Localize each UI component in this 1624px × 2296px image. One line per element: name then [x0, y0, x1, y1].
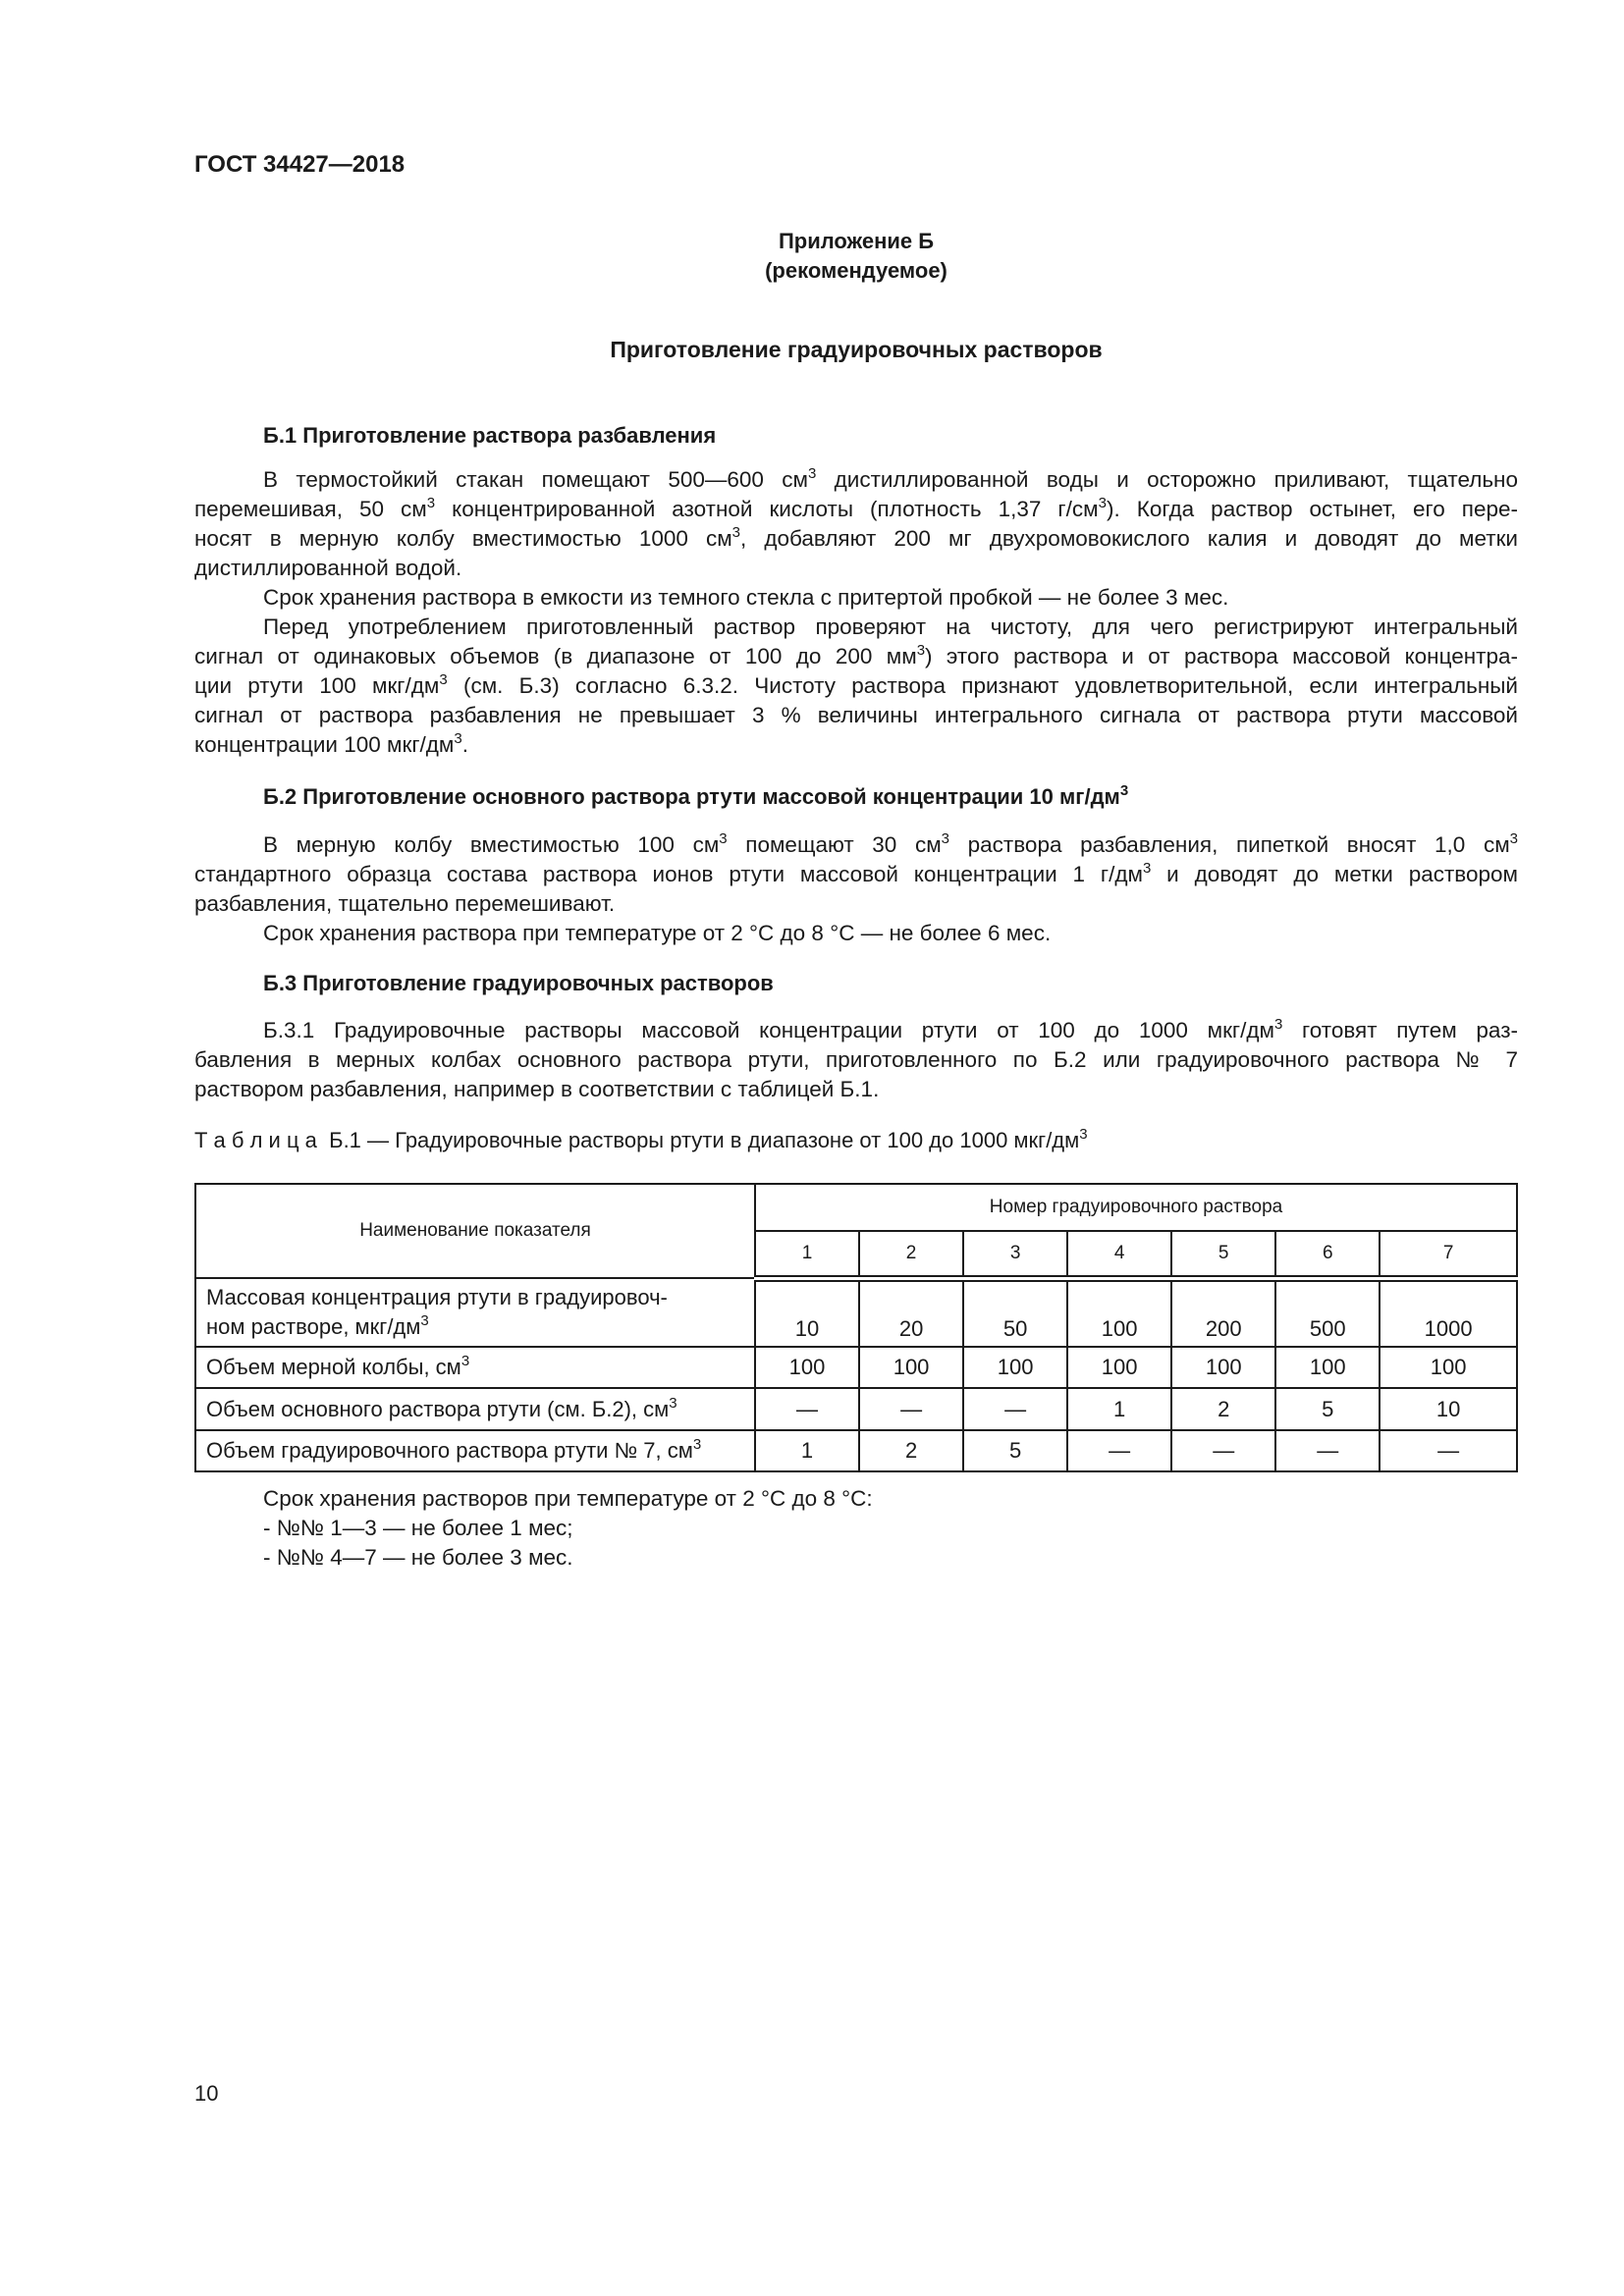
superscript: 3 [1119, 782, 1129, 799]
value-cell: 1 [755, 1430, 859, 1471]
row-name-cell: Массовая концентрация ртути в градуировоч- ном растворе, мкг/$дм^3$ [195, 1278, 755, 1347]
storage-notes [263, 1484, 1441, 1573]
solution-number-cell: 2 [859, 1231, 963, 1278]
text-line: дистиллированной водой. [194, 556, 462, 580]
superscript: 3 [460, 1353, 470, 1369]
superscript: 3 [420, 1312, 429, 1329]
solution-number-cell: 3 [963, 1231, 1067, 1278]
column-header-group: Номер градуировочного раствора [755, 1184, 1517, 1231]
appendix-heading: Приготовление градуировочных растворов [610, 337, 1103, 362]
text-line: Б.3.1 Градуировочные растворы массовой концентрации ртути от 100 до 1000 мкг/$дм^3$ готовят путем раз- [263, 1016, 1518, 1042]
solution-number-cell: 5 [1171, 1231, 1275, 1278]
value-cell: 100 [755, 1347, 859, 1388]
table-row [195, 1278, 1517, 1347]
superscript: 3 [1273, 1016, 1283, 1033]
text-line: сигнал от одинаковых объемов (в диапазоне от 100 до 200 $мм^3$) этого раствора и от раствора массовой концентра- [194, 642, 1519, 668]
table-caption: Т а б л и ц а Б.1 — Градуировочные растворы ртути в диапазоне от 100 до 1000 мкг/$дм^3$ [194, 1126, 1088, 1152]
solution-number-cell: 1 [755, 1231, 859, 1278]
superscript: 3 [426, 495, 436, 511]
solution-number-cell: 7 [1380, 1231, 1517, 1278]
table-row [195, 1388, 1517, 1430]
document-code: ГОСТ 34427—2018 [194, 151, 406, 178]
row-name-cell: Объем основного раствора ртути (см. Б.2), $см^3$ [195, 1388, 755, 1430]
value-cell: 100 [963, 1347, 1067, 1388]
value-cell: 2 [1171, 1388, 1275, 1430]
appendix-title: Приложение Б [778, 229, 935, 253]
text-line: - №№ 4—7 — не более 3 мес. [263, 1545, 573, 1570]
value-cell: 100 [1380, 1347, 1517, 1388]
value-cell: — [755, 1388, 859, 1430]
text-line: В термостойкий стакан помещают 500—600 $см^3$ дистиллированной воды и осторожно приливают, тщательно [263, 465, 1518, 492]
solution-number-cell: 6 [1275, 1231, 1380, 1278]
column-header-name: Наименование показателя [195, 1184, 755, 1278]
value-cell: 20 [859, 1278, 963, 1347]
value-cell: 100 [859, 1347, 963, 1388]
superscript: 3 [1098, 495, 1107, 511]
section-b1-heading: Б.1 Приготовление раствора разбавления [263, 423, 717, 448]
value-cell: 2 [859, 1430, 963, 1471]
section-b3-heading: Б.3 Приготовление градуировочных растворов [263, 971, 774, 995]
text-line: стандартного образца состава раствора ионов ртути массовой концентрации 1 $г/дм^3$ и доводят до метки раствором [194, 860, 1518, 886]
row-name-cell: Объем мерной колбы, $см^3$ [195, 1347, 755, 1388]
text-line: концентрации 100 мкг/$дм^3$. [194, 730, 468, 757]
superscript: 3 [1142, 860, 1152, 877]
text-line: Срок хранения раствора в емкости из темного стекла с притертой пробкой — не более 3 мес. [263, 585, 1229, 610]
value-cell: — [1380, 1430, 1517, 1471]
text-line: Перед употреблением приготовленный раствор проверяют на чистоту, для чего регистрируют интегральный [263, 614, 1518, 639]
superscript: 3 [807, 465, 817, 482]
value-cell: 5 [963, 1430, 1067, 1471]
superscript: 3 [916, 642, 926, 659]
value-cell: — [859, 1388, 963, 1430]
value-cell: — [1067, 1430, 1171, 1471]
solution-number-cell: 4 [1067, 1231, 1171, 1278]
text-line: ции ртути 100 мкг/$дм^3$ (см. Б.3) согласно 6.3.2. Чистоту раствора признают удовлетворительной, если интегральный [194, 671, 1518, 698]
value-cell: 10 [755, 1278, 859, 1347]
appendix-status: (рекомендуемое) [765, 258, 947, 283]
text-line: раствором разбавления, например в соответствии с таблицей Б.1. [194, 1077, 880, 1101]
superscript: 3 [454, 730, 462, 747]
value-cell: 100 [1171, 1347, 1275, 1388]
section-b2-body [194, 830, 1518, 948]
table-row [195, 1347, 1517, 1388]
row-name-cell: Объем градуировочного раствора ртути № 7, $см^3$ [195, 1430, 755, 1471]
superscript: 3 [1509, 830, 1519, 847]
superscript: 3 [439, 671, 448, 688]
section-b1-body [194, 465, 1518, 760]
value-cell: 10 [1380, 1388, 1517, 1430]
value-cell: — [1171, 1430, 1275, 1471]
value-cell: 100 [1067, 1278, 1171, 1347]
value-cell: 500 [1275, 1278, 1380, 1347]
text-line: - №№ 1—3 — не более 1 мес; [263, 1516, 573, 1540]
text-line: перемешивая, 50 $см^3$ концентрированной азотной кислоты (плотность 1,37 $г/см^3$). Когда раствор остынет, его пере- [194, 495, 1518, 521]
superscript: 3 [731, 524, 741, 541]
superscript: 3 [1079, 1126, 1088, 1143]
section-b3-body [194, 1016, 1518, 1104]
value-cell: 1000 [1380, 1278, 1517, 1347]
value-cell: 200 [1171, 1278, 1275, 1347]
table-row [195, 1430, 1517, 1471]
value-cell: 50 [963, 1278, 1067, 1347]
text-line: разбавления, тщательно перемешивают. [194, 891, 616, 916]
value-cell: 5 [1275, 1388, 1380, 1430]
calibration-table [194, 1183, 1518, 1472]
text-line: носят в мерную колбу вместимостью 1000 $см^3$, добавляют 200 мг двухромовокислого калия и доводят до метки [194, 524, 1518, 551]
superscript: 3 [669, 1394, 677, 1412]
value-cell: — [963, 1388, 1067, 1430]
value-cell: 100 [1067, 1347, 1171, 1388]
value-cell: — [1275, 1430, 1380, 1471]
section-b2-heading: Б.2 Приготовление основного раствора ртути массовой концентрации 10 $мг/дм^3$ [263, 782, 1129, 809]
superscript: 3 [719, 830, 728, 847]
superscript: 3 [692, 1436, 702, 1453]
text-line: Срок хранения растворов при температуре от 2 °С до 8 °С: [263, 1486, 873, 1511]
page-number: 10 [194, 2081, 219, 2106]
superscript: 3 [941, 830, 950, 847]
text-line: бавления в мерных колбах основного раствора ртути, приготовленного по Б.2 или градуировочного раствора № 7 [194, 1047, 1518, 1072]
text-line: В мерную колбу вместимостью 100 $см^3$ помещают 30 $см^3$ раствора разбавления, пипеткой вносят 1,0 $см^3$ [263, 830, 1519, 857]
text-line: сигнал от раствора разбавления не превышает 3 % величины интегрального сигнала от раствора ртути массовой [194, 703, 1518, 727]
text-line: Срок хранения раствора при температуре от 2 °С до 8 °С — не более 6 мес. [263, 921, 1052, 945]
value-cell: 1 [1067, 1388, 1171, 1430]
value-cell: 100 [1275, 1347, 1380, 1388]
